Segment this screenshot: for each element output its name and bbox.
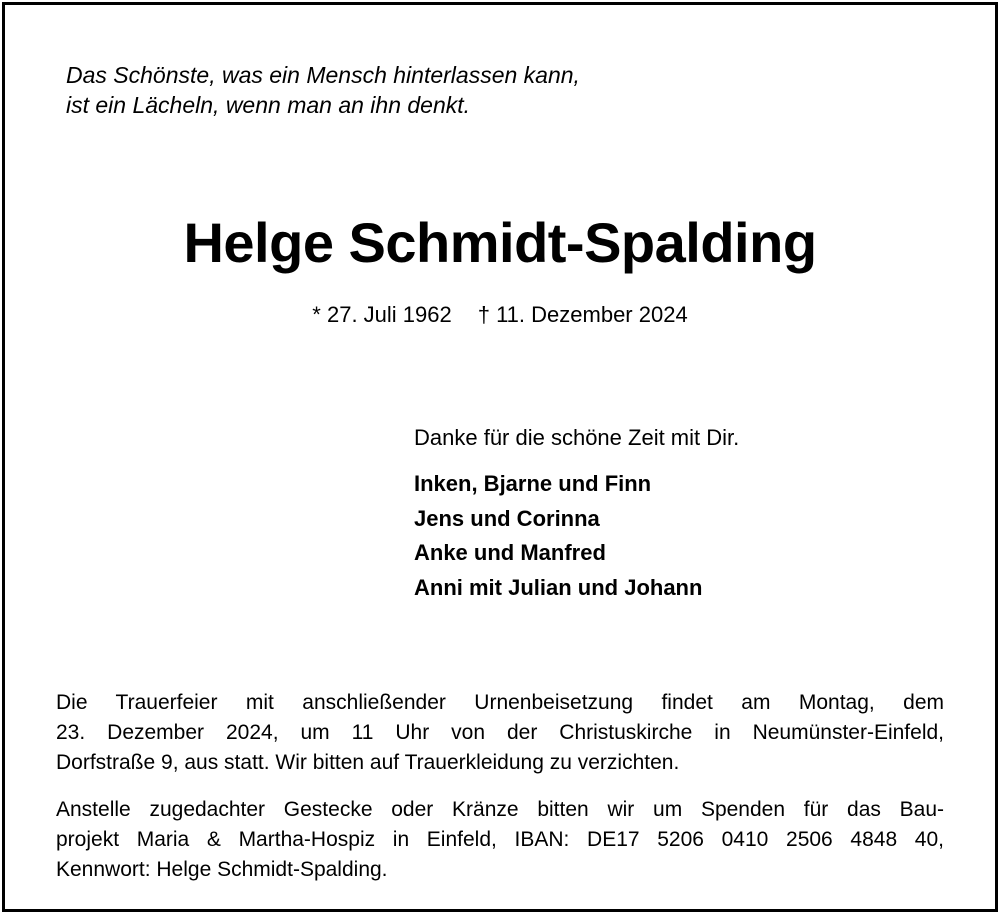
donation-line: projekt Maria & Martha-Hospiz in Einfeld, IBAN: DE17 5206 0410 2506 4848 40, xyxy=(56,828,944,851)
donation-line: Kennwort: Helge Schmidt-Spalding. xyxy=(56,858,388,881)
mourners-list xyxy=(414,467,702,605)
donation-paragraph xyxy=(56,795,944,885)
quote-line-2: ist ein Lächeln, wenn man an ihn denkt. xyxy=(66,92,471,118)
life-dates xyxy=(0,300,1000,330)
donation-line: Anstelle zugedachter Gestecke oder Kränze bitten wir um Spenden für das Bau- xyxy=(56,798,944,821)
mourner-entry: Anke und Manfred xyxy=(414,540,606,565)
mourner-entry: Jens und Corinna xyxy=(414,505,600,531)
birth-date: * 27. Juli 1962 xyxy=(312,302,452,327)
ceremony-line: Dorfstraße 9, aus statt. Wir bitten auf Trauerkleidung zu verzichten. xyxy=(56,751,680,774)
mourner-entry: Anni mit Julian und Johann xyxy=(414,574,703,600)
thanks-line: Danke für die schöne Zeit mit Dir. xyxy=(414,425,740,450)
ceremony-line: Die Trauerfeier mit anschließender Urnenbeisetzung findet am Montag, dem xyxy=(56,691,944,714)
deceased-name: Helge Schmidt-Spalding xyxy=(183,211,817,274)
ceremony-line: 23. Dezember 2024, um 11 Uhr von der Christuskirche in Neumünster-Einfeld, xyxy=(56,721,944,744)
death-date: † 11. Dezember 2024 xyxy=(477,302,688,327)
quote-line-1: Das Schönste, was ein Mensch hinterlassen kann, xyxy=(66,62,580,88)
mourner-entry: Inken, Bjarne und Finn xyxy=(414,471,652,496)
ceremony-paragraph xyxy=(56,688,944,778)
memorial-quote xyxy=(66,60,580,120)
